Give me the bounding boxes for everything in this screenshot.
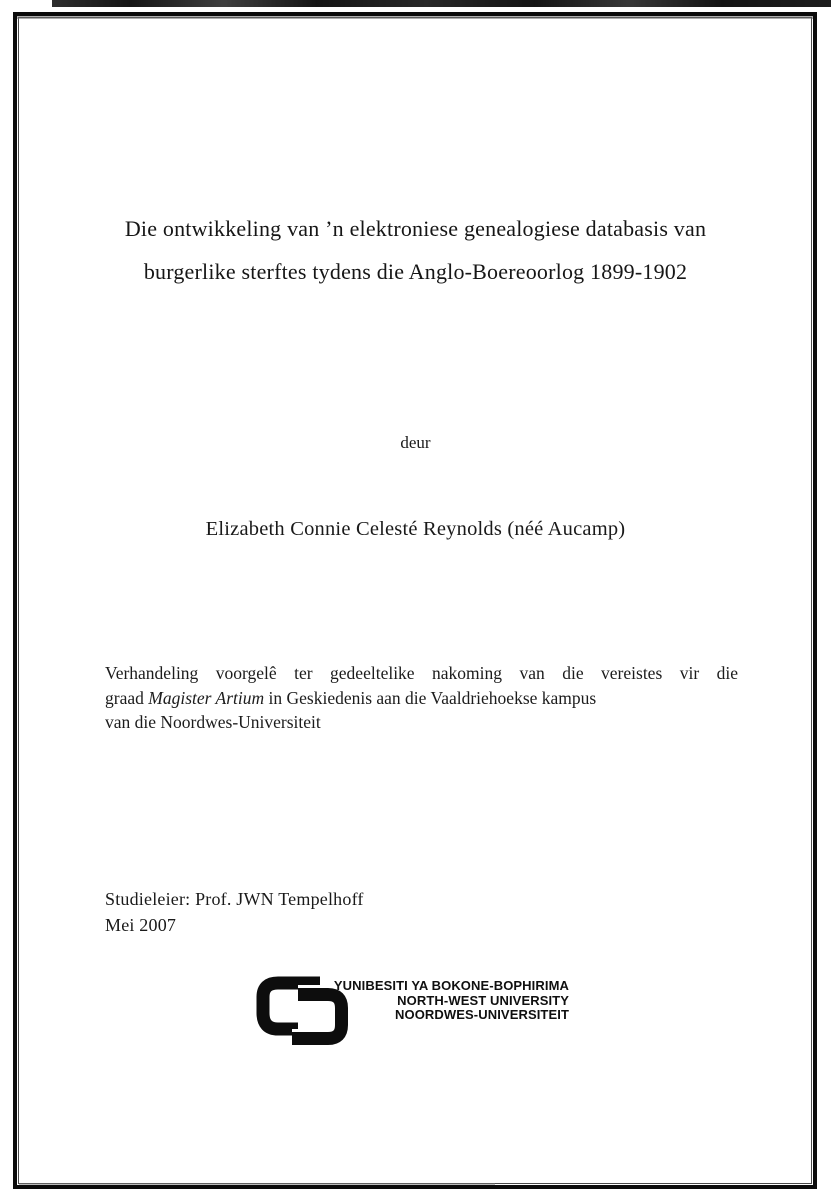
supervisor-line: Studieleier: Prof. JWN Tempelhoff bbox=[105, 889, 364, 909]
degree-statement-line1: Verhandeling voorgelê ter gedeeltelike nakoming van die vereistes vir die bbox=[105, 663, 738, 683]
degree-statement bbox=[105, 661, 738, 735]
scan-artifact-top-edge bbox=[52, 0, 831, 7]
thesis-title-line2: burgerlike sterftes tydens die Anglo-Boereoorlog 1899-1902 bbox=[143, 259, 688, 284]
degree-statement-line2-suffix: in Geskiedenis aan die Vaaldriehoekse kampus bbox=[264, 687, 597, 708]
nwu-logo-text-setswana: YUNIBESITI YA BOKONE-BOPHIRIMA bbox=[333, 978, 569, 993]
byline-deur: deur bbox=[400, 433, 431, 452]
degree-statement-line2-prefix: graad bbox=[105, 687, 149, 708]
degree-statement-degree-name: Magister Artium bbox=[148, 687, 265, 708]
thesis-title bbox=[48, 207, 783, 293]
author-name: Elizabeth Connie Celesté Reynolds (néé Aucamp) bbox=[205, 518, 626, 540]
date-line: Mei 2007 bbox=[105, 915, 177, 935]
degree-statement-line2 bbox=[105, 686, 738, 711]
nwu-logo-text bbox=[323, 979, 569, 1023]
nwu-logo-text-english: NORTH-WEST UNIVERSITY bbox=[397, 992, 569, 1008]
thesis-title-line1: Die ontwikkeling van ’n elektroniese genealogiese databasis van bbox=[124, 216, 707, 241]
nwu-logo-text-afrikaans: NOORDWES-UNIVERSITEIT bbox=[395, 1007, 569, 1023]
scan-shadow-bottom bbox=[19, 1183, 495, 1185]
degree-statement-line3: van die Noordwes-Universiteit bbox=[105, 712, 321, 733]
nwu-logo bbox=[256, 976, 576, 1048]
scan-shadow-top bbox=[17, 16, 813, 19]
